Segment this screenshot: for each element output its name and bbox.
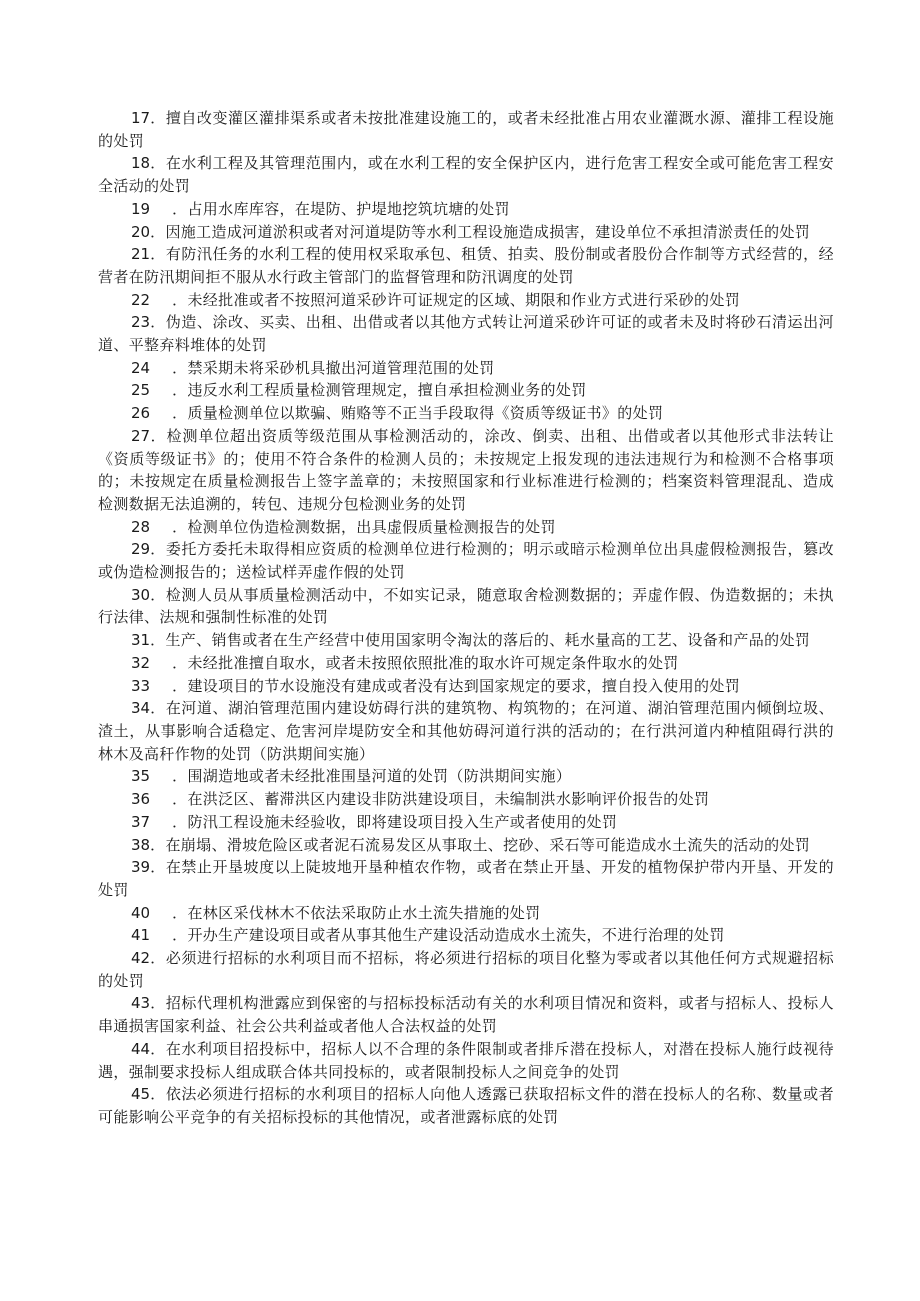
item-number: 42 <box>131 949 151 968</box>
item-number: 34 <box>131 699 151 718</box>
list-item <box>98 992 834 1037</box>
number-separator: ． <box>150 994 166 1013</box>
item-number: 36 <box>131 790 151 809</box>
item-number: 19 <box>131 199 151 218</box>
item-number: 44 <box>131 1039 151 1058</box>
item-number: 25 <box>131 381 151 400</box>
item-text: 在河道、湖泊管理范围内建设妨碍行洪的建筑物、构筑物的；在河道、湖泊管理范围内倾倒垃圾、渣土，从事影响合适稳定、危害河岸堤防安全和其他妨碍河道行洪的活动的；在行洪河道内种植阻碍行洪的林木及高秆作物的处罚（防洪期间实施） <box>98 699 834 763</box>
list-item <box>98 379 834 402</box>
item-number: 45 <box>131 1085 151 1104</box>
item-text: 在禁止开垦坡度以上陡坡地开垦种植农作物，或者在禁止开垦、开发的植物保护带内开垦、开发的处罚 <box>98 858 834 899</box>
item-text: 在林区采伐林木不依法采取防止水土流失措施的处罚 <box>187 903 541 922</box>
number-separator: ． <box>172 653 188 672</box>
list-item <box>98 856 834 901</box>
item-number: 20 <box>131 222 151 241</box>
number-separator: ． <box>172 358 188 377</box>
list-item <box>98 221 834 244</box>
list-item <box>98 402 834 425</box>
item-number: 24 <box>131 358 151 377</box>
list-item <box>98 811 834 834</box>
item-text: 在水利项目招投标中，招标人以不合理的条件限制或者排斥潜在投标人，对潜在投标人施行歧视待遇，强制要求投标人组成联合体共同投标的，或者限制投标人之间竞争的处罚 <box>98 1039 834 1081</box>
list-item <box>98 243 834 288</box>
item-number: 22 <box>131 290 151 309</box>
item-text: 有防汛任务的水利工程的使用权采取承包、租赁、拍卖、股份制或者股份合作制等方式经营的，经营者在防汛期间拒不服从水行政主管部门的监督管理和防汛调度的处罚 <box>98 245 834 286</box>
item-text: 在水利工程及其管理范围内，或在水利工程的安全保护区内，进行危害工程安全或可能危害工程安全活动的处罚 <box>98 154 834 196</box>
item-text: 违反水利工程质量检测管理规定，擅自承担检测业务的处罚 <box>187 381 587 400</box>
item-text: 开办生产建设项目或者从事其他生产建设活动造成水土流失，不进行治理的处罚 <box>187 926 725 945</box>
item-text: 检测单位超出资质等级范围从事检测活动的，涂改、倒卖、出租、出借或者以其他形式非法转让《资质等级证书》的；使用不符合条件的检测人员的；未按规定上报发现的违法违规行为和检测不合格事项的；未按规定在质量检测报告上签字盖章的；未按照国家和行业标准进行检测的；档案资料管理混乱、造成检测数据无法追溯的，转包、违规分包检测业务的处罚 <box>98 426 834 513</box>
number-separator: ． <box>150 949 166 968</box>
item-text: 检测人员从事质量检测活动中，不如实记录，随意取舍检测数据的；弄虚作假、伪造数据的；未执行法律、法规和强制性标准的处罚 <box>98 585 834 627</box>
item-number: 31 <box>131 631 151 650</box>
number-separator: ． <box>172 790 188 809</box>
item-text: 擅自改变灌区灌排渠系或者未按批准建设施工的，或者未经批准占用农业灌溉水源、灌排工程设施的处罚 <box>98 109 834 150</box>
item-number: 35 <box>131 767 151 786</box>
item-number: 27 <box>131 426 151 445</box>
item-text: 因施工造成河道淤积或者对河道堤防等水利工程设施造成损害，建设单位不承担清淤责任的处罚 <box>165 222 811 241</box>
number-separator: ． <box>150 835 166 854</box>
number-separator: ． <box>172 903 188 922</box>
item-number: 32 <box>131 653 151 672</box>
number-separator: ． <box>172 767 188 786</box>
list-item <box>98 652 834 675</box>
list-item <box>98 538 834 583</box>
number-separator: ． <box>150 631 166 650</box>
list-item <box>98 834 834 857</box>
list-item <box>98 924 834 947</box>
list-item <box>98 947 834 992</box>
number-separator: ． <box>150 699 166 718</box>
number-separator: ． <box>172 404 188 423</box>
item-number: 21 <box>131 245 151 264</box>
list-item <box>98 311 834 356</box>
item-number: 37 <box>131 812 151 831</box>
item-number: 38 <box>131 835 151 854</box>
item-text: 质量检测单位以欺骗、贿赂等不正当手段取得《资质等级证书》的处罚 <box>187 404 664 423</box>
list-item <box>98 425 834 516</box>
item-text: 占用水库库容，在堤防、护堤地挖筑坑塘的处罚 <box>187 199 510 218</box>
item-text: 建设项目的节水设施没有建成或者没有达到国家规定的要求，擅自投入使用的处罚 <box>187 676 741 695</box>
number-separator: ． <box>150 1039 166 1058</box>
item-number: 30 <box>131 585 151 604</box>
number-separator: ． <box>150 154 166 173</box>
list-item <box>98 697 834 765</box>
number-separator: ． <box>150 109 166 127</box>
item-text: 未经批准或者不按照河道采砂许可证规定的区域、期限和作业方式进行采砂的处罚 <box>187 290 741 309</box>
item-number: 33 <box>131 676 151 695</box>
number-separator: ． <box>172 676 188 695</box>
item-number: 28 <box>131 517 151 536</box>
item-number: 23 <box>131 313 151 332</box>
number-separator: ． <box>150 1085 166 1104</box>
number-separator: ． <box>150 245 166 264</box>
number-separator: ． <box>172 812 188 831</box>
item-text: 防汛工程设施未经验收，即将建设项目投入生产或者使用的处罚 <box>187 812 618 831</box>
item-text: 围湖造地或者未经批准围垦河道的处罚（防洪期间实施） <box>187 767 572 786</box>
item-number: 17 <box>131 109 151 127</box>
number-separator: ． <box>150 585 166 604</box>
item-text: 检测单位伪造检测数据，出具虚假质量检测报告的处罚 <box>187 517 556 536</box>
item-text: 必须进行招标的水利项目而不招标，将必须进行招标的项目化整为零或者以其他任何方式规避招标的处罚 <box>98 949 834 990</box>
item-number: 40 <box>131 903 151 922</box>
item-text: 依法必须进行招标的水利项目的招标人向他人透露已获取招标文件的潜在投标人的名称、数量或者可能影响公平竞争的有关招标投标的其他情况，或者泄露标底的处罚 <box>98 1085 834 1126</box>
item-number: 43 <box>131 994 151 1013</box>
item-text: 在崩塌、滑坡危险区或者泥石流易发区从事取土、挖砂、采石等可能造成水土流失的活动的处罚 <box>165 835 811 854</box>
item-text: 委托方委托未取得相应资质的检测单位进行检测的；明示或暗示检测单位出具虚假检测报告，篡改或伪造检测报告的；送检试样弄虚作假的处罚 <box>98 540 834 582</box>
list-item <box>98 152 834 197</box>
item-number: 29 <box>131 540 151 559</box>
item-text: 伪造、涂改、买卖、出租、出借或者以其他方式转让河道采砂许可证的或者未及时将砂石清运出河道、平整弃料堆体的处罚 <box>98 313 834 355</box>
item-text: 未经批准擅自取水，或者未按照依照批准的取水许可规定条件取水的处罚 <box>187 653 679 672</box>
number-separator: ． <box>150 540 166 559</box>
item-text: 在洪泛区、蓄滞洪区内建设非防洪建设项目，未编制洪水影响评价报告的处罚 <box>187 790 710 809</box>
list-item <box>98 675 834 698</box>
number-separator: ． <box>150 313 166 332</box>
item-number: 26 <box>131 404 151 423</box>
item-number: 41 <box>131 926 151 945</box>
list-item <box>98 357 834 380</box>
number-separator: ． <box>172 290 188 309</box>
number-separator: ． <box>172 926 188 945</box>
number-separator: ． <box>150 858 166 877</box>
item-number: 39 <box>131 858 151 877</box>
list-item <box>98 289 834 312</box>
number-separator: ． <box>172 199 188 218</box>
item-number: 18 <box>131 154 151 173</box>
list-item <box>98 107 834 152</box>
item-text: 招标代理机构泄露应到保密的与招标投标活动有关的水利项目情况和资料，或者与招标人、投标人串通损害国家利益、社会公共利益或者他人合法权益的处罚 <box>98 994 834 1036</box>
list-item <box>98 584 834 629</box>
number-separator: ． <box>150 222 166 241</box>
list-item <box>98 1083 834 1128</box>
list-item <box>98 788 834 811</box>
item-text: 生产、销售或者在生产经营中使用国家明令淘汰的落后的、耗水量高的工艺、设备和产品的处罚 <box>165 631 811 650</box>
list-item <box>98 516 834 539</box>
list-item <box>98 629 834 652</box>
item-text: 禁采期未将采砂机具撤出河道管理范围的处罚 <box>187 358 495 377</box>
number-separator: ． <box>172 517 188 536</box>
list-item <box>98 198 834 221</box>
list-item <box>98 765 834 788</box>
number-separator: ． <box>150 426 167 445</box>
list-item <box>98 902 834 925</box>
number-separator: ． <box>172 381 188 400</box>
list-item <box>98 1038 834 1083</box>
